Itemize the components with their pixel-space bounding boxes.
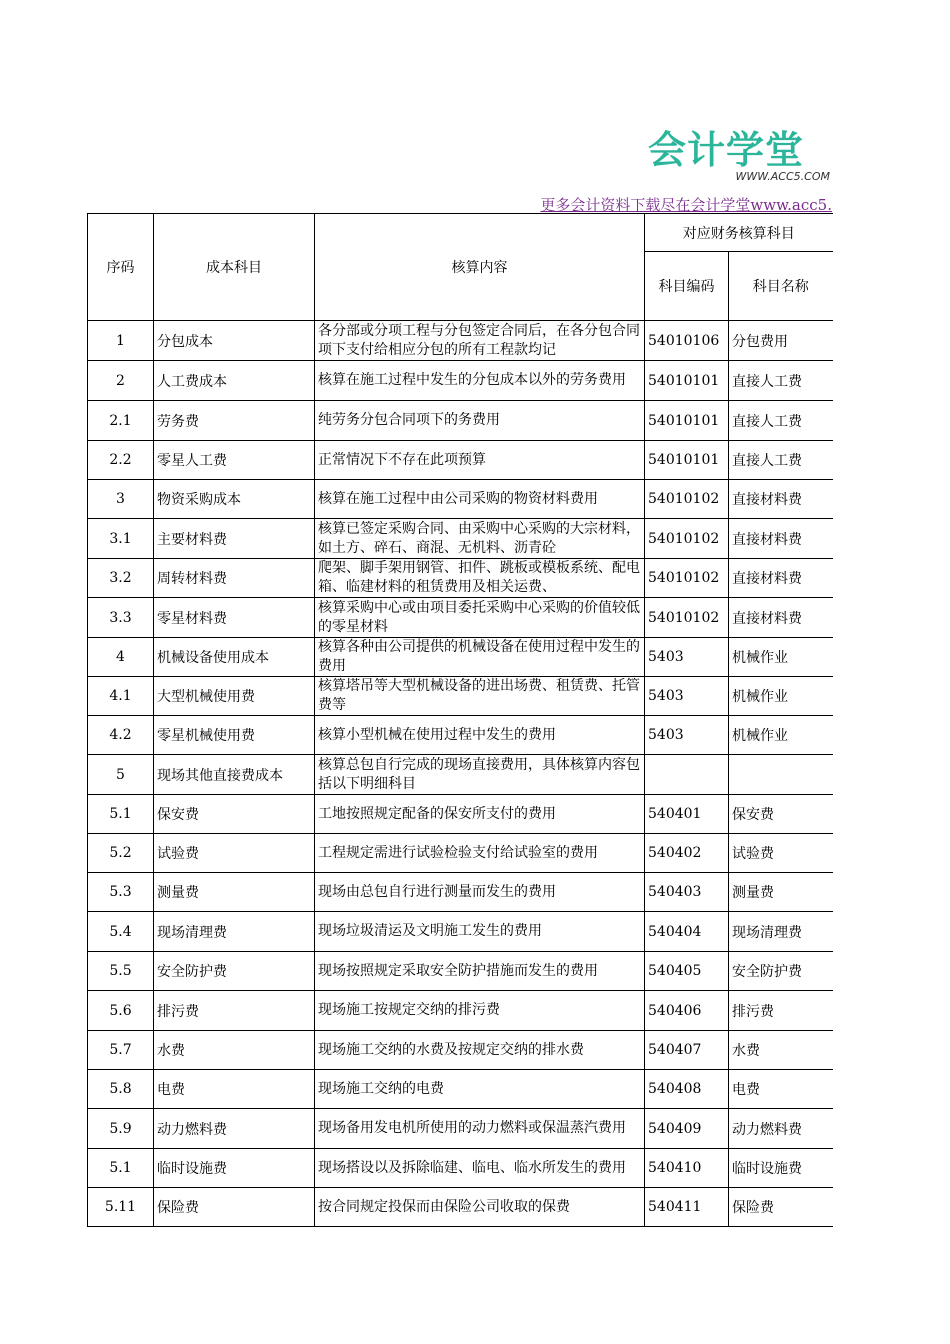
header-subject: 成本科目 [154, 214, 315, 321]
cell-subject: 排污费 [154, 991, 315, 1031]
table-row [88, 677, 833, 716]
cell-code: 540409 [645, 1109, 729, 1149]
cell-subject: 保险费 [154, 1188, 315, 1227]
cell-code: 54010101 [645, 361, 729, 401]
cell-name: 直接材料费 [729, 519, 833, 559]
cell-name: 排污费 [729, 991, 833, 1031]
cell-content: 现场搭设以及拆除临建、临电、临水所发生的费用 [315, 1149, 645, 1188]
header-finance-group: 对应财务核算科目 [645, 214, 833, 252]
cell-content: 纯劳务分包合同项下的务费用 [315, 401, 645, 441]
table-row [88, 991, 833, 1031]
cell-code: 5403 [645, 638, 729, 677]
cell-name: 动力燃料费 [729, 1109, 833, 1149]
cell-name: 临时设施费 [729, 1149, 833, 1188]
cell-seq: 3.1 [88, 519, 154, 559]
table-row [88, 401, 833, 441]
cell-subject: 保安费 [154, 795, 315, 834]
header-row [88, 214, 833, 252]
cell-subject: 劳务费 [154, 401, 315, 441]
cell-code: 540403 [645, 873, 729, 912]
cell-code: 540411 [645, 1188, 729, 1227]
cell-name: 直接材料费 [729, 559, 833, 598]
cell-code: 540410 [645, 1149, 729, 1188]
cell-content: 现场垃圾清运及文明施工发生的费用 [315, 912, 645, 952]
cell-content: 现场按照规定采取安全防护措施而发生的费用 [315, 952, 645, 991]
cell-subject: 零星机械使用费 [154, 716, 315, 755]
cell-name: 电费 [729, 1070, 833, 1109]
cell-code: 54010102 [645, 598, 729, 638]
cell-name: 机械作业 [729, 677, 833, 716]
cell-name: 保安费 [729, 795, 833, 834]
cell-code: 540402 [645, 834, 729, 873]
cell-content: 核算小型机械在使用过程中发生的费用 [315, 716, 645, 755]
table-row [88, 755, 833, 795]
cell-content: 核算塔吊等大型机械设备的进出场费、租赁费、托管费等 [315, 677, 645, 716]
cell-code: 540408 [645, 1070, 729, 1109]
cell-subject: 物资采购成本 [154, 480, 315, 519]
cell-seq: 5.1 [88, 1149, 154, 1188]
cell-subject: 安全防护费 [154, 952, 315, 991]
cell-name: 安全防护费 [729, 952, 833, 991]
cell-seq: 5.7 [88, 1031, 154, 1070]
table-row [88, 873, 833, 912]
logo-text: 会计学堂 [648, 128, 805, 172]
cell-seq: 5.6 [88, 991, 154, 1031]
cell-content: 工程规定需进行试验检验支付给试验室的费用 [315, 834, 645, 873]
cell-subject: 临时设施费 [154, 1149, 315, 1188]
cell-content: 按合同规定投保而由保险公司收取的保费 [315, 1188, 645, 1227]
cell-content: 现场由总包自行进行测量而发生的费用 [315, 873, 645, 912]
cell-content: 核算总包自行完成的现场直接费用，具体核算内容包括以下明细科目 [315, 755, 645, 795]
cell-seq: 2.1 [88, 401, 154, 441]
cell-content: 现场施工交纳的水费及按规定交纳的排水费 [315, 1031, 645, 1070]
cell-seq: 5.9 [88, 1109, 154, 1149]
table-row [88, 912, 833, 952]
cell-name: 分包费用 [729, 321, 833, 361]
cell-seq: 3.3 [88, 598, 154, 638]
cell-content: 现场施工按规定交纳的排污费 [315, 991, 645, 1031]
cell-name: 水费 [729, 1031, 833, 1070]
cell-subject: 机械设备使用成本 [154, 638, 315, 677]
table-row [88, 321, 833, 361]
cell-content: 爬架、脚手架用钢管、扣件、跳板或模板系统、配电箱、临建材料的租赁费用及相关运费、 [315, 559, 645, 598]
cost-subject-table [87, 213, 833, 1227]
cell-name: 直接人工费 [729, 441, 833, 480]
cell-subject: 主要材料费 [154, 519, 315, 559]
logo-subtext: WWW.ACC5.COM [735, 170, 830, 183]
table-row [88, 441, 833, 480]
cell-seq: 3 [88, 480, 154, 519]
cell-name: 直接材料费 [729, 480, 833, 519]
cell-seq: 5.11 [88, 1188, 154, 1227]
cell-subject: 试验费 [154, 834, 315, 873]
cell-seq: 5.8 [88, 1070, 154, 1109]
cell-content: 核算在施工过程中由公司采购的物资材料费用 [315, 480, 645, 519]
table-row [88, 361, 833, 401]
cell-seq: 1 [88, 321, 154, 361]
cell-subject: 零星人工费 [154, 441, 315, 480]
cell-subject: 现场其他直接费成本 [154, 755, 315, 795]
cell-content: 工地按照规定配备的保安所支付的费用 [315, 795, 645, 834]
cell-name: 机械作业 [729, 716, 833, 755]
table-row [88, 638, 833, 677]
download-link[interactable]: 更多会计资料下载尽在会计学堂www.acc5. [540, 196, 832, 214]
table-row [88, 1109, 833, 1149]
table-row [88, 559, 833, 598]
header-name: 科目名称 [729, 252, 833, 321]
table-row [88, 1031, 833, 1070]
cell-content: 现场备用发电机所使用的动力燃料或保温蒸汽费用 [315, 1109, 645, 1149]
table-row [88, 834, 833, 873]
table-row [88, 716, 833, 755]
cell-code: 540404 [645, 912, 729, 952]
cell-subject: 动力燃料费 [154, 1109, 315, 1149]
cell-seq: 4 [88, 638, 154, 677]
cell-name: 直接材料费 [729, 598, 833, 638]
cell-seq: 5 [88, 755, 154, 795]
table-row [88, 1070, 833, 1109]
cell-code: 540407 [645, 1031, 729, 1070]
cell-name: 机械作业 [729, 638, 833, 677]
header-code: 科目编码 [645, 252, 729, 321]
table-row [88, 952, 833, 991]
cell-code: 54010101 [645, 401, 729, 441]
table-row [88, 1149, 833, 1188]
cell-seq: 5.4 [88, 912, 154, 952]
cell-seq: 5.1 [88, 795, 154, 834]
cell-code: 54010102 [645, 480, 729, 519]
cell-name: 直接人工费 [729, 361, 833, 401]
cell-subject: 人工费成本 [154, 361, 315, 401]
acc5-logo [648, 130, 832, 188]
table-row [88, 1188, 833, 1227]
cell-seq: 2 [88, 361, 154, 401]
cell-subject: 现场清理费 [154, 912, 315, 952]
cell-seq: 2.2 [88, 441, 154, 480]
cell-content: 核算已签定采购合同、由采购中心采购的大宗材料，如土方、碎石、商混、无机料、沥青砼 [315, 519, 645, 559]
cell-code [645, 755, 729, 795]
cell-content: 核算在施工过程中发生的分包成本以外的劳务费用 [315, 361, 645, 401]
cell-seq: 5.3 [88, 873, 154, 912]
header-content: 核算内容 [315, 214, 645, 321]
cell-seq: 4.1 [88, 677, 154, 716]
header-seq: 序码 [88, 214, 154, 321]
cell-seq: 3.2 [88, 559, 154, 598]
cell-name: 保险费 [729, 1188, 833, 1227]
cell-code: 54010102 [645, 559, 729, 598]
cell-subject: 大型机械使用费 [154, 677, 315, 716]
cell-code: 54010106 [645, 321, 729, 361]
cell-subject: 水费 [154, 1031, 315, 1070]
cell-seq: 4.2 [88, 716, 154, 755]
cell-name: 测量费 [729, 873, 833, 912]
cell-subject: 电费 [154, 1070, 315, 1109]
cell-seq: 5.2 [88, 834, 154, 873]
cell-seq: 5.5 [88, 952, 154, 991]
cell-code: 5403 [645, 716, 729, 755]
cell-subject: 分包成本 [154, 321, 315, 361]
cell-name: 现场清理费 [729, 912, 833, 952]
cell-content: 核算各种由公司提供的机械设备在使用过程中发生的费用 [315, 638, 645, 677]
table-row [88, 795, 833, 834]
cell-code: 540405 [645, 952, 729, 991]
table-row [88, 480, 833, 519]
cell-code: 54010102 [645, 519, 729, 559]
cell-name [729, 755, 833, 795]
table-row [88, 598, 833, 638]
cell-content: 核算采购中心或由项目委托采购中心采购的价值较低的零星材料 [315, 598, 645, 638]
cell-content: 各分部或分项工程与分包签定合同后，在各分包合同项下支付给相应分包的所有工程款均记 [315, 321, 645, 361]
cell-code: 540401 [645, 795, 729, 834]
cell-code: 540406 [645, 991, 729, 1031]
cell-name: 试验费 [729, 834, 833, 873]
cell-subject: 零星材料费 [154, 598, 315, 638]
cell-subject: 周转材料费 [154, 559, 315, 598]
cell-content: 正常情况下不存在此项预算 [315, 441, 645, 480]
table-row [88, 519, 833, 559]
cell-content: 现场施工交纳的电费 [315, 1070, 645, 1109]
cell-name: 直接人工费 [729, 401, 833, 441]
cell-code: 54010101 [645, 441, 729, 480]
cell-subject: 测量费 [154, 873, 315, 912]
cell-code: 5403 [645, 677, 729, 716]
